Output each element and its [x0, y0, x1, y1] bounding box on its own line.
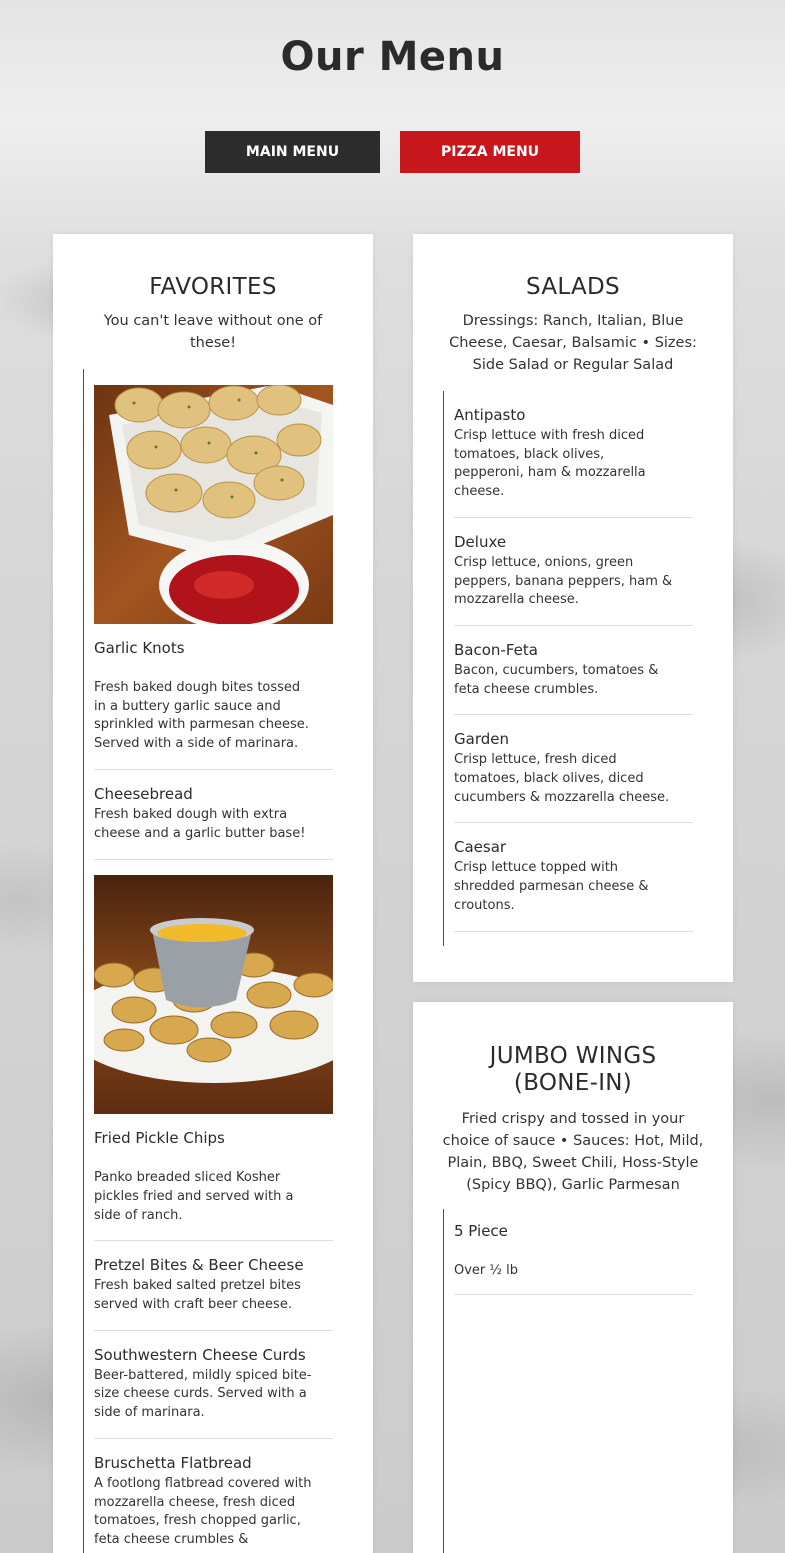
item-name: Bruschetta Flatbread: [94, 1453, 252, 1472]
item-description: Fresh baked salted pretzel bites served with craft beer cheese.: [94, 1278, 301, 1313]
jumbo-wings-card: [413, 1002, 733, 1553]
salads-card: [413, 234, 733, 982]
item-name: Garlic Knots: [94, 639, 185, 657]
item-description: Fresh baked dough bites tossed in a buttery garlic sauce and sprinkled with parmesan cheese. Served with a side of marinara.: [94, 680, 309, 752]
menu-item-bacon-feta[interactable]: [454, 626, 693, 715]
item-description: Beer-battered, mildly spiced bite-size cheese curds. Served with a side of marinara.: [94, 1367, 312, 1421]
salads-item-list: [443, 391, 693, 946]
salads-description: Dressings: Ranch, Italian, Blue Cheese, Caesar, Balsamic • Sizes: Side Salad or Regular Salad: [449, 313, 697, 373]
menu-item-caesar[interactable]: [454, 823, 693, 931]
menu-item-bruschetta-flatbread[interactable]: [94, 1439, 333, 1550]
page-title: Our Menu: [280, 34, 505, 80]
menu-item-antipasto[interactable]: [454, 391, 693, 518]
garlic-knots-photo: [94, 385, 333, 624]
item-description: Fresh baked dough with extra cheese and a garlic butter base!: [94, 806, 306, 841]
item-name: Southwestern Cheese Curds: [94, 1345, 306, 1364]
salads-title: SALADS: [526, 274, 620, 300]
item-description: A footlong flatbread covered with mozzarella cheese, fresh diced tomatoes, fresh chopped garlic, feta cheese crumbles &: [94, 1475, 312, 1547]
fried-pickle-chips-photo: [94, 875, 333, 1114]
item-name: Caesar: [454, 838, 507, 857]
item-description: Crisp lettuce with fresh diced tomatoes, black olives, pepperoni, ham & mozzarella cheese.: [454, 428, 646, 500]
favorites-card: [53, 234, 373, 1553]
menu-item-pretzel-bites[interactable]: [94, 1241, 333, 1330]
item-name: 5 Piece: [454, 1222, 508, 1240]
item-description: Bacon, cucumbers, tomatoes & feta cheese crumbles.: [454, 662, 659, 697]
item-description: Crisp lettuce, onions, green peppers, banana peppers, ham & mozzarella cheese.: [454, 554, 673, 608]
item-name: Cheesebread: [94, 784, 193, 803]
favorites-title: FAVORITES: [149, 274, 277, 300]
menu-item-garden[interactable]: [454, 715, 693, 823]
item-description: Panko breaded sliced Kosher pickles fried and served with a side of ranch.: [94, 1170, 294, 1223]
menu-item-cheesebread[interactable]: [94, 770, 333, 860]
item-description: Over ½ lb: [454, 1263, 518, 1278]
wings-title: JUMBO WINGS (BONE-IN): [489, 1043, 657, 1096]
item-description: Crisp lettuce, fresh diced tomatoes, black olives, diced cucumbers & mozzarella cheese.: [454, 752, 670, 805]
menu-item-fried-pickle-chips[interactable]: [94, 875, 333, 1241]
item-name: Garden: [454, 730, 509, 749]
menu-item-5-piece[interactable]: [454, 1209, 693, 1295]
favorites-item-list: [83, 369, 333, 1553]
item-name: Pretzel Bites & Beer Cheese: [94, 1256, 304, 1275]
menu-item-southwestern-cheese-curds[interactable]: [94, 1331, 333, 1439]
wings-item-list: [443, 1209, 693, 1553]
favorites-description: You can't leave without one of these!: [103, 313, 323, 351]
main-menu-button[interactable]: MAIN MENU: [205, 131, 380, 173]
item-name: Bacon-Feta: [454, 640, 538, 659]
wings-description: Fried crispy and tossed in your choice of sauce • Sauces: Hot, Mild, Plain, BBQ, Sweet Chili, Hoss-Style (Spicy BBQ), Garlic Parmesan: [442, 1111, 704, 1193]
pizza-menu-button[interactable]: PIZZA MENU: [400, 131, 580, 173]
item-name: Deluxe: [454, 532, 507, 551]
item-name: Fried Pickle Chips: [94, 1129, 225, 1148]
item-description: Crisp lettuce topped with shredded parmesan cheese & croutons.: [454, 860, 649, 913]
menu-item-garlic-knots[interactable]: [94, 385, 333, 770]
menu-item-deluxe[interactable]: [454, 518, 693, 626]
item-name: Antipasto: [454, 406, 526, 424]
